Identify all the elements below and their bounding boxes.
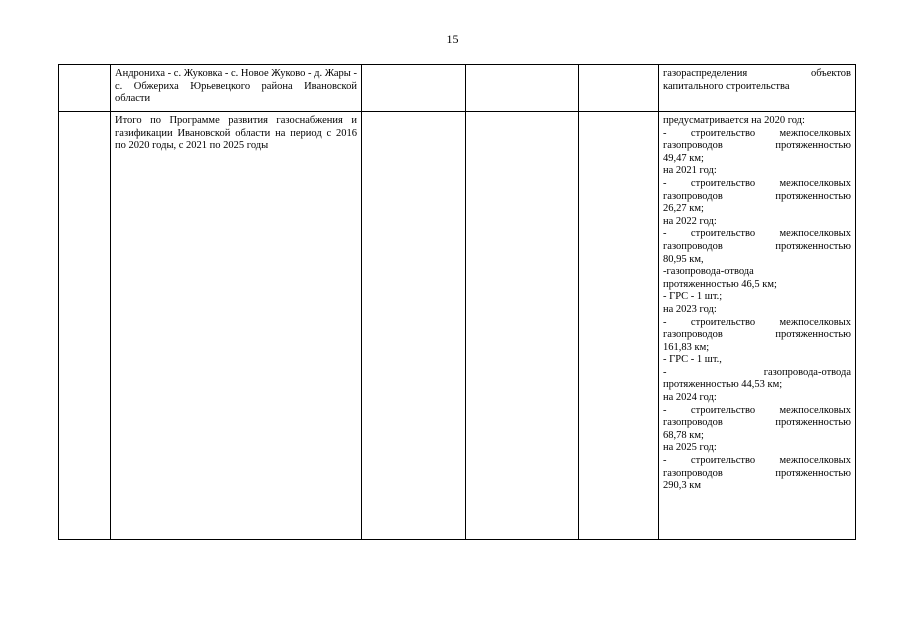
result-line: - строительство межпоселковых газопроводов протяженностью (663, 228, 851, 252)
result-line: на 2023 год: (663, 303, 717, 315)
result-line: на 2024 год: (663, 392, 717, 404)
program-table (58, 64, 856, 540)
page-number: 15 (446, 32, 459, 46)
result-line: 26,27 км; (663, 203, 704, 215)
table-cell (59, 112, 111, 540)
result-line: на 2022 год: (663, 215, 717, 227)
table-cell (466, 112, 579, 540)
result-line: 161,83 км; (663, 341, 710, 353)
object-name-cell: Итого по Программе развития газоснабжения и газификации Ивановской области на период с 2016 по 2020 годы, с 2021 по 2025 годы (111, 112, 362, 540)
result-line: на 2025 год: (663, 442, 717, 454)
result-line: протяженностью 46,5 км; (663, 278, 777, 290)
result-cell (659, 112, 856, 540)
result-line: предусматривается на 2020 год: (663, 115, 805, 126)
result-line: - газопровода-отвода (663, 366, 851, 378)
result-line: - строительство межпоселковых газопроводов протяженностью (663, 455, 851, 479)
table-row (59, 65, 856, 112)
result-line: 290,3 км (663, 480, 701, 492)
result-line: - строительство межпоселковых газопроводов протяженностью (663, 127, 851, 152)
table-cell (466, 65, 579, 112)
result-line: - строительство межпоселковых газопроводов протяженностью (663, 177, 851, 202)
result-line: протяженностью 44,53 км; (663, 379, 783, 391)
table-row (59, 112, 856, 540)
table-cell (362, 112, 466, 540)
result-cell: газораспределения объектов капитального строительства (659, 65, 856, 112)
result-line: - ГРС - 1 шт., (663, 354, 722, 366)
table-cell (362, 65, 466, 112)
object-name-cell: Андрониха - с. Жуковка - с. Новое Жуково - д. Жары - с. Обжериха Юрьевецкого района Ивановской области (111, 65, 362, 112)
result-line: -газопровода-отвода (663, 266, 754, 278)
result-line: 68,78 км; (663, 429, 704, 441)
result-line: 49,47 км; (663, 152, 704, 164)
table-cell (579, 112, 659, 540)
table-cell (59, 65, 111, 112)
result-line: - ГРС - 1 шт.; (663, 291, 723, 303)
table-cell (579, 65, 659, 112)
result-line: 80,95 км, (663, 253, 704, 265)
result-line: - строительство межпоселковых газопроводов протяженностью (663, 404, 851, 429)
result-line: на 2021 год: (663, 165, 717, 177)
result-line: - строительство межпоселковых газопроводов протяженностью (663, 316, 851, 341)
